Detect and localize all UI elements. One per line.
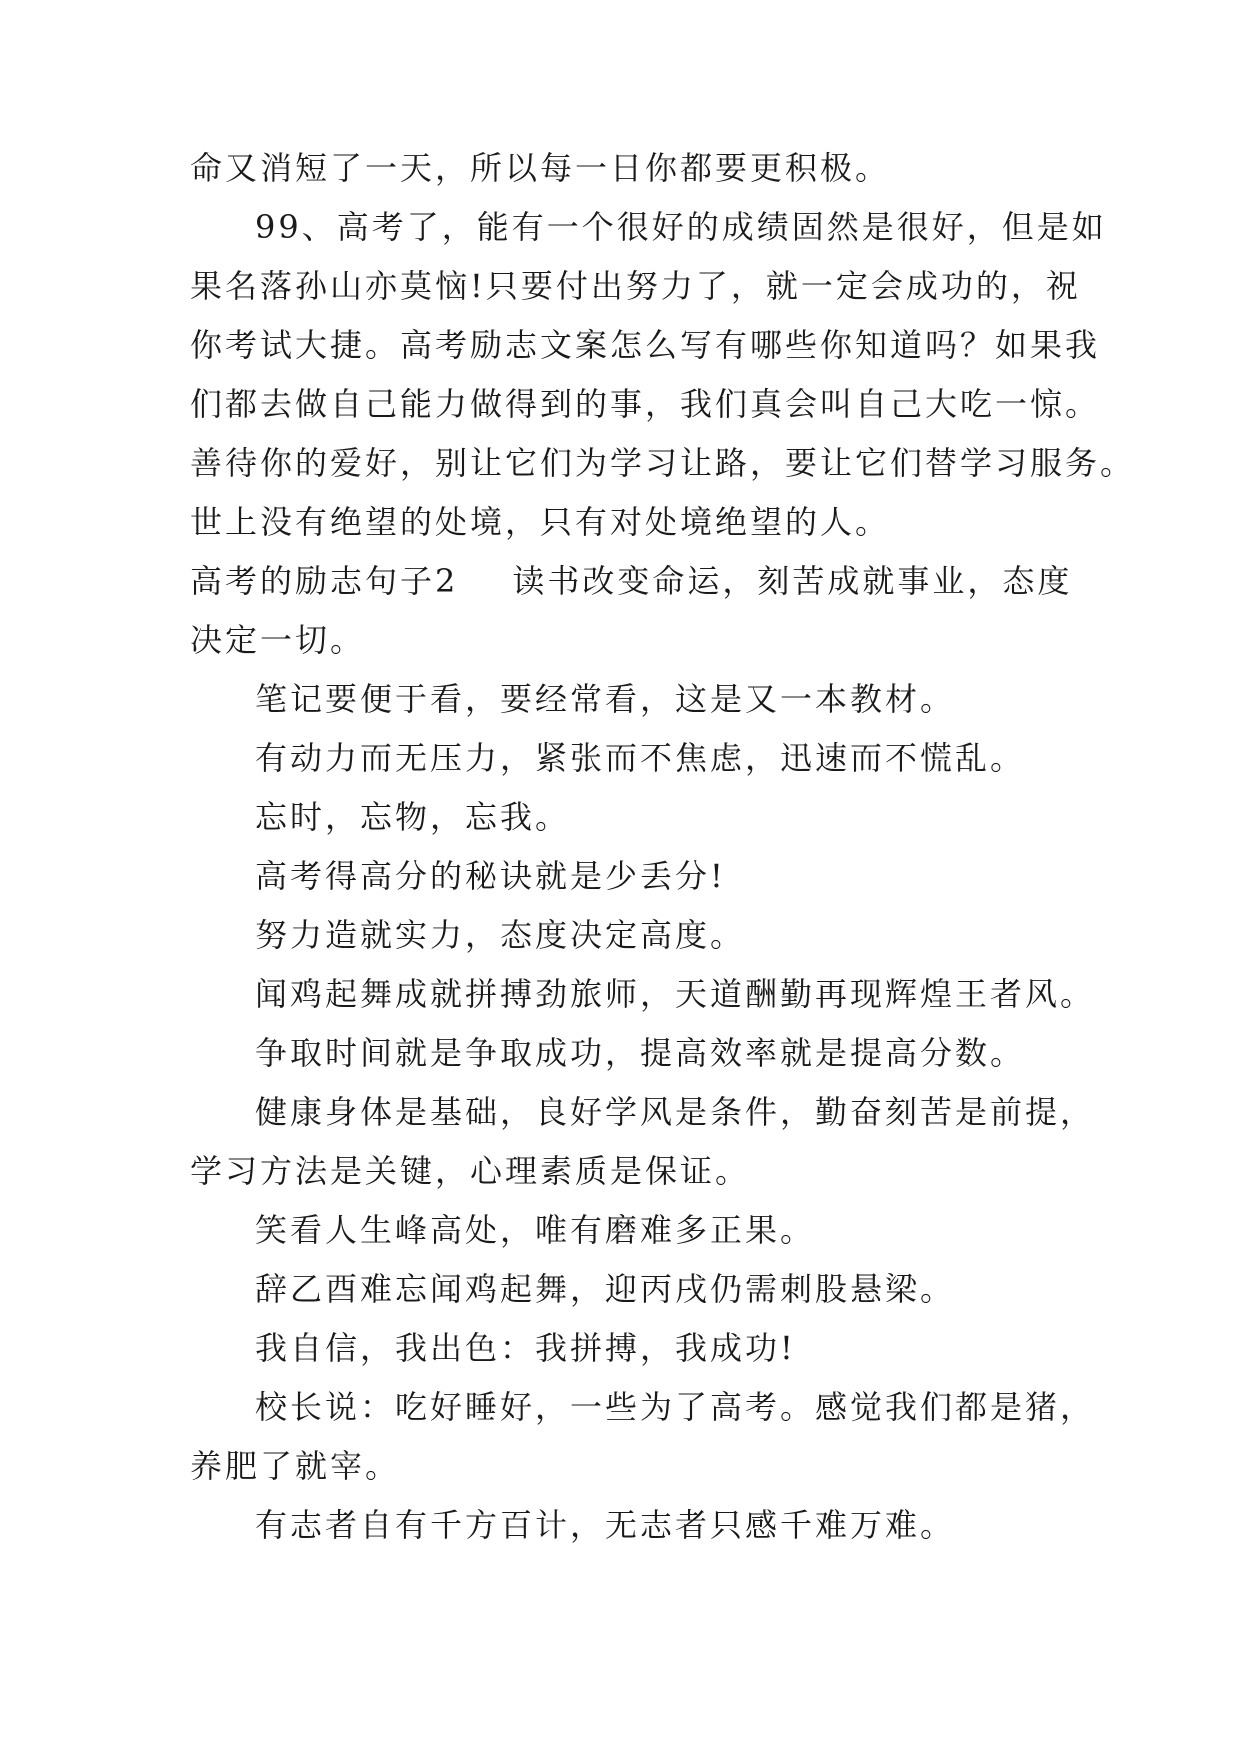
- text-line: 有志者自有千方百计，无志者只感千难万难。: [255, 1506, 956, 1544]
- text-line: 笑看人生峰高处，唯有磨难多正果。: [255, 1211, 816, 1249]
- text-line: 辞乙酉难忘闻鸡起舞，迎丙戌仍需刺股悬梁。: [255, 1270, 956, 1308]
- text-line: 养肥了就宰。: [190, 1447, 401, 1485]
- text-line: 善待你的爱好，别让它们为学习让路，要让它们替学习服务。: [190, 444, 1136, 482]
- text-line: 读书改变命运，刻苦成就事业，态度: [512, 562, 1073, 600]
- text-line: 闻鸡起舞成就拼搏劲旅师，天道酬勤再现辉煌王者风。: [255, 975, 1096, 1013]
- text-line: 高考得高分的秘诀就是少丢分!: [255, 857, 726, 895]
- text-line: 努力造就实力，态度决定高度。: [255, 916, 746, 954]
- text-line: 学习方法是关键，心理素质是保证。: [190, 1152, 751, 1190]
- text-line: 们都去做自己能力做得到的事，我们真会叫自己大吃一惊。: [190, 385, 1101, 423]
- text-line: 99、高考了，能有一个很好的成绩固然是很好，但是如: [255, 208, 1107, 246]
- text-line: 健康身体是基础，良好学风是条件，勤奋刻苦是前提，: [255, 1093, 1096, 1131]
- text-line: 世上没有绝望的处境，只有对处境绝望的人。: [190, 503, 891, 541]
- text-line: 有动力而无压力，紧张而不焦虑，迅速而不慌乱。: [255, 739, 1026, 777]
- text-line: 笔记要便于看，要经常看，这是又一本教材。: [255, 680, 956, 718]
- text-line: 我自信，我出色：我拼搏，我成功!: [255, 1329, 796, 1367]
- text-line: 忘时，忘物，忘我。: [255, 798, 571, 836]
- text-line: 争取时间就是争取成功，提高效率就是提高分数。: [255, 1034, 1026, 1072]
- text-line: 决定一切。: [190, 621, 366, 659]
- text-line: 果名落孙山亦莫恼!只要付出努力了，就一定会成功的，祝: [190, 267, 1081, 305]
- text-line: 命又消短了一天，所以每一日你都要更积极。: [190, 149, 891, 187]
- section-heading-line: [190, 561, 1072, 601]
- text-line: 校长说：吃好睡好，一些为了高考。感觉我们都是猪，: [255, 1388, 1096, 1426]
- section-heading: 高考的励志句子2: [190, 562, 459, 600]
- text-line: 你考试大捷。高考励志文案怎么写有哪些你知道吗？如果我: [190, 326, 1101, 364]
